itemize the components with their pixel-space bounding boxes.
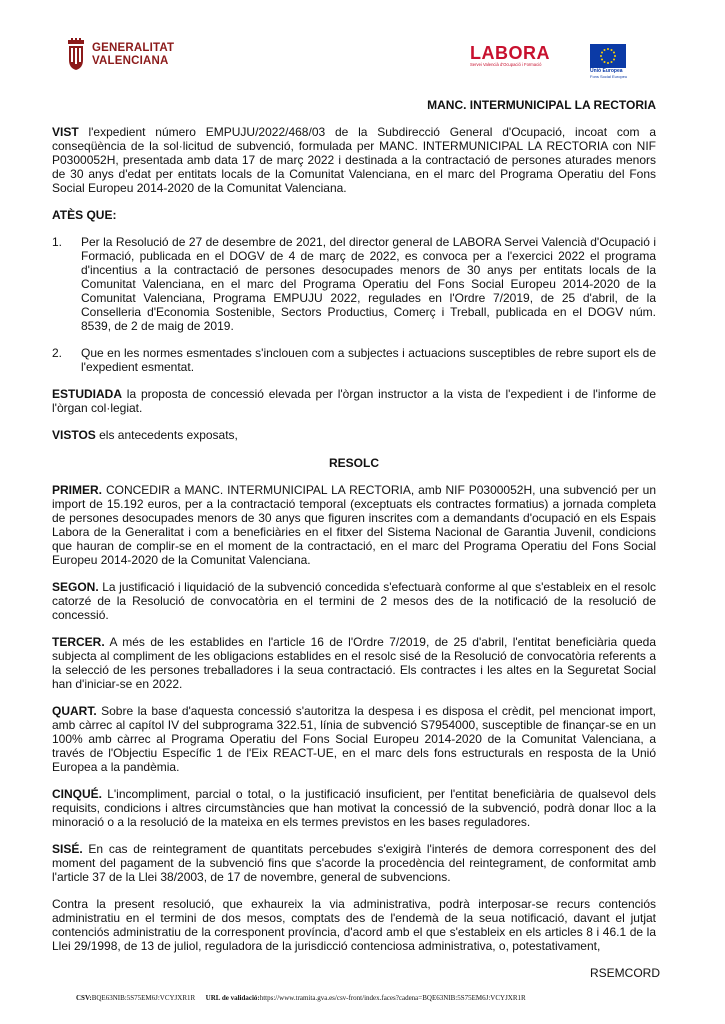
- resolution-cinque: [52, 787, 656, 829]
- list-item-text: Que en les normes esmentades s'inclouen com a subjectes i actuacions susceptibles de rebre suport els de l'expedient esmentat.: [81, 346, 656, 374]
- resolution-tercer: [52, 635, 656, 691]
- resolution-text: En cas de reintegrament de quantitats percebudes s'exigirà l'interés de demora corresponent des del moment del pagament de la subvenció fins que s'acorde la procedència del reintegrament, de conformitat amb l'article 37 de la Llei 38/2003, de 17 de novembre, general de subvencions.: [52, 842, 656, 884]
- estudiada-paragraph: [52, 387, 656, 415]
- resolution-text: L'incompliment, parcial o total, o la justificació insuficient, per l'entitat beneficiària de qualsevol dels requisits, condicions i altres circumstàncies que han motivat la concessió de la subvenció, podrà donar lloc a la minoració o a la resolució de la mateixa en els termes previstos en les bases reguladores.: [52, 787, 656, 829]
- validation-url-link[interactable]: https://www.tramita.gva.es/csv-front/index.faces?cadena=BQE63NIB:5S75EM6J:VCYJXR1R: [259, 994, 526, 1002]
- resolc-heading: RESOLC: [328, 456, 379, 470]
- closing-paragraph: Contra la present resolució, que exhaureix la via administrativa, podrà interposar-se recurs contenciós administratiu en el termini de dos mesos, comptats des de l'endemà de la seua notificació, davant el jutjat contenciós administratiu de la corresponent província, d'acord amb el que s'estableix en els articles 8 i 46.1 de la Llei 29/1998, de 13 de juliol, reguladora de la jurisdicció contenciosa administrativa, o, potestativament,: [52, 897, 656, 953]
- csv-value: BQE63NIB:5S75EM6J:VCYJXR1R: [91, 994, 196, 1002]
- validation-footer: [76, 994, 526, 1002]
- vist-text: l'expedient número EMPUJU/2022/468/03 de la Subdirecció General d'Ocupació, incoat com a conseqüència de la sol·licitud de subvenció, formulada per MANC. INTERMUNICIPAL LA RECTORIA con NIF P0300052H, presentada amb data 17 de març 2022 i destinada a la contractació de persones aturades menors de 30 anys d'edat per entitats locals de la Comunitat Valenciana, en el marc del Programa Operatiu del Fons Social Europeu 2014-2020 de la Comunitat Valenciana.: [52, 125, 656, 195]
- list-item-text: Per la Resolució de 27 de desembre de 2021, del director general de LABORA Servei Valencià d'Ocupació i Formació, publicada en el DOGV de 4 de març de 2022, es convoca per a l'exercici 2022 el programa d'incentius a la contractació de persones desocupades menors de 30 anys per entitats locals de la Comunitat Valenciana, en el marc del Programa Operatiu del Fons Social Europeu 2014-2020 de la Comunitat Valenciana, Programa EMPUJU 2022, regulades en l'Ordre 7/2019, de 25 d'abril, de la Conselleria d'Economia Sostenible, Sectors Productius, Comerç i Treball, publicada en el DOGV núm. 8539, de 2 de maig de 2019.: [81, 235, 656, 333]
- resolution-text: CONCEDIR a MANC. INTERMUNICIPAL LA RECTORIA, amb NIF P0300052H, una subvenció per un import de 15.192 euros, per a la contractació temporal (exceptuats els contractes formatius) a jornada completa de persones desocupades menors de 30 anys que figuren inscrites com a demandants d'ocupació en els Espais Labora de la Generalitat i com a beneficiàries en el fitxer del Sistema Nacional de Garantia Juvenil, condicions que hauran de complir-se en el moment de la contractació, en el marc del Programa Operatiu del Fons Social Europeu 2014-2020 de la Comunitat Valenciana.: [52, 483, 656, 567]
- document-header: [0, 0, 725, 90]
- labora-subtitle: Servei Valencià d'Ocupació i Formació: [470, 62, 542, 67]
- resolution-keyword: QUART.: [52, 704, 97, 718]
- eu-logo: [590, 44, 630, 80]
- recipient-heading: MANC. INTERMUNICIPAL LA RECTORIA: [427, 98, 656, 112]
- eu-flag-icon: [590, 44, 626, 68]
- rsemcord-label: RSEMCORD: [590, 966, 661, 980]
- generalitat-emblem-icon: [66, 38, 86, 72]
- resolution-keyword: CINQUÉ.: [52, 787, 103, 801]
- resolution-keyword: TERCER.: [52, 635, 105, 649]
- resolution-primer: [52, 483, 656, 567]
- resolution-keyword: PRIMER.: [52, 483, 103, 497]
- resolution-text: Sobre la base d'aquesta concessió s'autoritza la despesa i es disposa el crèdit, pel mencionat import, amb càrrec al capítol IV del subprograma 322.51, línia de subvenció S7954000, susceptible de finançar-se en un 100% amb càrrec al Programa Operatiu del Fons Social Europeu 2014-2020 de la Comunitat Valenciana, a través de l'Objectiu Específic 1 de l'Eix REACT-UE, en el marc dels fons estructurals en resposta de la Unió Europea a la pandèmia.: [52, 704, 656, 774]
- estudiada-keyword: ESTUDIADA: [52, 387, 123, 401]
- vistos-keyword: VISTOS: [52, 428, 96, 442]
- generalitat-valenciana-logo: [66, 38, 186, 72]
- labora-name: LABORA: [470, 43, 550, 63]
- list-item: [52, 235, 656, 333]
- gv-line1: GENERALITAT: [92, 42, 175, 54]
- resolution-segon: [52, 580, 656, 622]
- list-item-number: 1.: [52, 235, 63, 249]
- resolution-quart: [52, 704, 656, 774]
- vistos-paragraph: [52, 428, 656, 442]
- resolution-keyword: SISÉ.: [52, 842, 83, 856]
- resolution-text: A més de les establides en l'article 16 de l'Ordre 7/2019, de 25 d'abril, l'entitat beneficiària queda subjecta al compliment de les obligacions establides en el resolc sisé de la Resolució de convocatòria referents a la selecció de les persones treballadores i la seua contractació. Els contractes i les altes en la Seguretat Social han d'iniciar-se en 2022.: [52, 635, 656, 691]
- estudiada-text: la proposta de concessió elevada per l'òrgan instructor a la vista de l'expedient i de l'informe de l'òrgan col·legiat.: [52, 387, 656, 415]
- eu-title: Unió Europea: [590, 68, 623, 74]
- ates-que-heading: ATÈS QUE:: [52, 208, 117, 222]
- csv-label: CSV:: [76, 994, 92, 1002]
- vistos-text: els antecedents exposats,: [95, 428, 238, 442]
- resolution-text: La justificació i liquidació de la subvenció concedida s'efectuarà conforme al que s'estableix en el resolc catorzé de la Resolució de convocatòria en el termini de 2 mesos des de la notificació de la resolució de concessió.: [52, 580, 656, 622]
- url-label: URL de validació:: [205, 994, 260, 1002]
- vist-paragraph: [52, 125, 656, 195]
- list-item: [52, 346, 656, 374]
- document-body: [52, 96, 656, 953]
- list-item-number: 2.: [52, 346, 63, 360]
- resolution-sise: [52, 842, 656, 884]
- vist-keyword: VIST: [52, 125, 79, 139]
- gv-line2: VALENCIANA: [92, 55, 169, 67]
- eu-subtitle: Fons Social Europeu: [590, 74, 628, 79]
- ates-que-list: [52, 235, 656, 374]
- resolution-keyword: SEGON.: [52, 580, 99, 594]
- labora-logo: [470, 44, 565, 74]
